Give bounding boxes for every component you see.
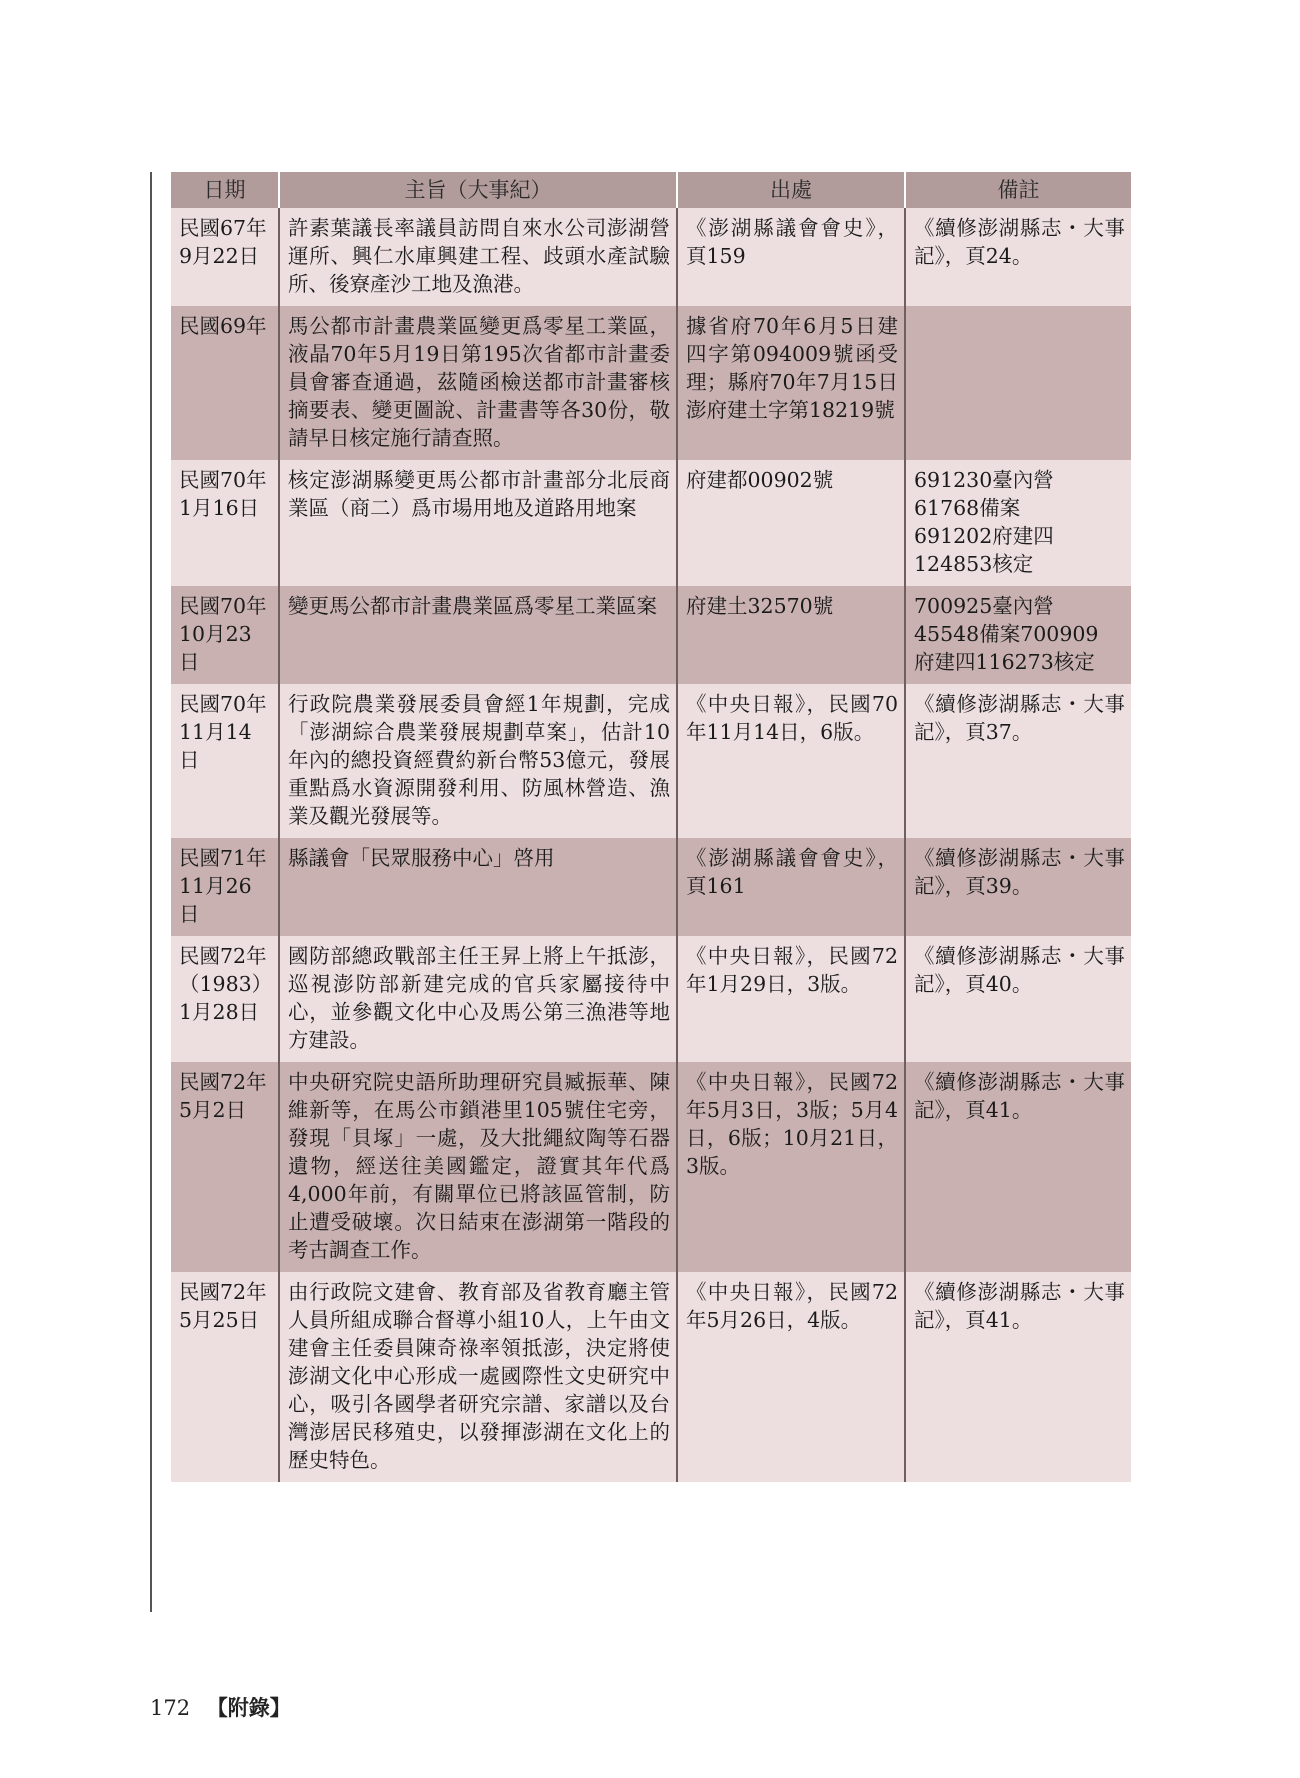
cell-note: 《續修澎湖縣志・大事記》，頁24。 — [905, 208, 1131, 306]
table-row — [171, 306, 1131, 460]
table-row — [171, 460, 1131, 586]
cell-note: 700925臺內營 45548備案700909 府建四116273核定 — [905, 586, 1131, 684]
cell-note: 《續修澎湖縣志・大事記》，頁39。 — [905, 838, 1131, 936]
cell-subject: 馬公都市計畫農業區變更爲零星工業區，液晶70年5月19日第195次省都市計畫委員會審查通過，茲隨函檢送都市計畫審核摘要表、變更圖說、計畫書等各30份，敬請早日核定施行請查照。 — [279, 306, 677, 460]
section-label: 【附錄】 — [206, 1695, 291, 1720]
cell-subject: 行政院農業發展委員會經1年規劃，完成「澎湖綜合農業發展規劃草案」，估計10年內的總投資經費約新台幣53億元，發展重點爲水資源開發利用、防風林營造、漁業及觀光發展等。 — [279, 684, 677, 838]
cell-note — [905, 306, 1131, 460]
table-row — [171, 1062, 1131, 1272]
cell-source: 《中央日報》，民國72年5月26日，4版。 — [677, 1272, 905, 1482]
cell-date: 民國71年 11月26日 — [171, 838, 279, 936]
header-source: 出處 — [677, 172, 905, 208]
cell-date: 民國69年 — [171, 306, 279, 460]
cell-subject: 許素葉議長率議員訪問自來水公司澎湖營運所、興仁水庫興建工程、歧頭水產試驗所、後寮產沙工地及漁港。 — [279, 208, 677, 306]
cell-subject: 由行政院文建會、教育部及省教育廳主管人員所組成聯合督導小組10人，上午由文建會主任委員陳奇祿率領抵澎，決定將使澎湖文化中心形成一處國際性文史研究中心，吸引各國學者研究宗譜、家譜以及台灣澎居民移殖史，以發揮澎湖在文化上的歷史特色。 — [279, 1272, 677, 1482]
chronology-table — [171, 172, 1131, 1482]
cell-source: 《中央日報》，民國72年1月29日，3版。 — [677, 936, 905, 1062]
cell-note: 《續修澎湖縣志・大事記》，頁41。 — [905, 1272, 1131, 1482]
cell-date: 民國70年 11月14日 — [171, 684, 279, 838]
cell-date: 民國72年 5月2日 — [171, 1062, 279, 1272]
cell-source: 據省府70年6月5日建四字第094009號函受理；縣府70年7月15日澎府建土字第18219號 — [677, 306, 905, 460]
cell-date: 民國70年 1月16日 — [171, 460, 279, 586]
cell-subject: 中央研究院史語所助理研究員臧振華、陳維新等，在馬公市鎖港里105號住宅旁，發現「貝塚」一處，及大批繩紋陶等石器遺物，經送往美國鑑定，證實其年代爲4,000年前，有關單位已將該區管制，防止遭受破壞。次日結束在澎湖第一階段的考古調查工作。 — [279, 1062, 677, 1272]
table-row — [171, 586, 1131, 684]
page-number: 172 — [150, 1696, 191, 1720]
cell-source: 《澎湖縣議會會史》，頁161 — [677, 838, 905, 936]
table-row — [171, 1272, 1131, 1482]
table-header-row — [171, 172, 1131, 208]
cell-source: 《中央日報》，民國70年11月14日，6版。 — [677, 684, 905, 838]
cell-note: 《續修澎湖縣志・大事記》，頁41。 — [905, 1062, 1131, 1272]
cell-date: 民國67年 9月22日 — [171, 208, 279, 306]
header-subject: 主旨（大事紀） — [279, 172, 677, 208]
table-row — [171, 684, 1131, 838]
cell-subject: 國防部總政戰部主任王昇上將上午抵澎，巡視澎防部新建完成的官兵家屬接待中心，並參觀文化中心及馬公第三漁港等地方建設。 — [279, 936, 677, 1062]
margin-rule — [150, 172, 152, 1612]
cell-note: 《續修澎湖縣志・大事記》，頁40。 — [905, 936, 1131, 1062]
page-footer — [150, 1692, 291, 1722]
cell-date: 民國70年 10月23日 — [171, 586, 279, 684]
cell-subject: 變更馬公都市計畫農業區爲零星工業區案 — [279, 586, 677, 684]
cell-note: 《續修澎湖縣志・大事記》，頁37。 — [905, 684, 1131, 838]
cell-source: 府建都00902號 — [677, 460, 905, 586]
table-row — [171, 208, 1131, 306]
header-date: 日期 — [171, 172, 279, 208]
cell-source: 《中央日報》，民國72年5月3日，3版；5月4日，6版；10月21日，3版。 — [677, 1062, 905, 1272]
table-row — [171, 936, 1131, 1062]
cell-source: 《澎湖縣議會會史》，頁159 — [677, 208, 905, 306]
cell-date: 民國72年 5月25日 — [171, 1272, 279, 1482]
table-row — [171, 838, 1131, 936]
header-note: 備註 — [905, 172, 1131, 208]
cell-subject: 核定澎湖縣變更馬公都市計畫部分北辰商業區（商二）爲市場用地及道路用地案 — [279, 460, 677, 586]
cell-subject: 縣議會「民眾服務中心」啓用 — [279, 838, 677, 936]
cell-source: 府建土32570號 — [677, 586, 905, 684]
cell-note: 691230臺內營 61768備案 691202府建四 124853核定 — [905, 460, 1131, 586]
cell-date: 民國72年 （1983） 1月28日 — [171, 936, 279, 1062]
